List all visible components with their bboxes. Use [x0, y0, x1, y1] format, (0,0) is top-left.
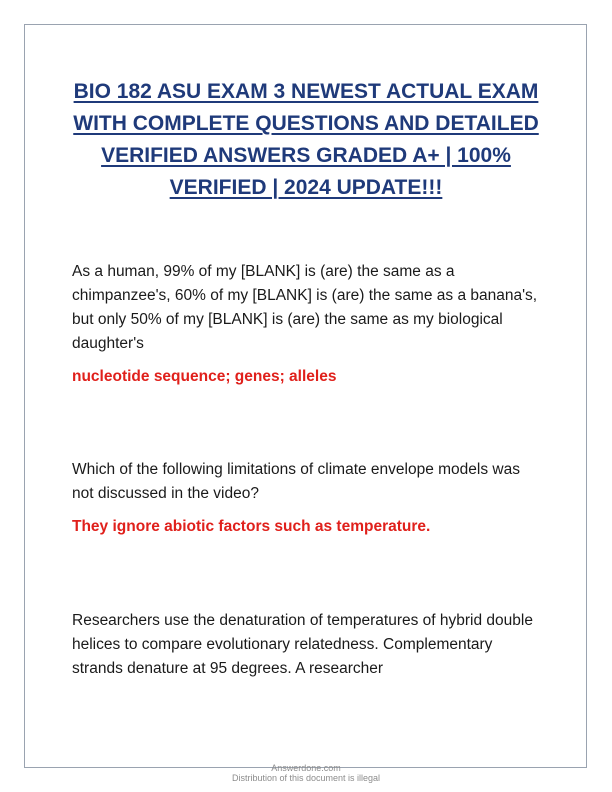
question-block: [72, 260, 542, 388]
question-block: [72, 609, 542, 681]
document-title: BIO 182 ASU EXAM 3 NEWEST ACTUAL EXAM WITH COMPLETE QUESTIONS AND DETAILED VERIFIED ANSWERS GRADED A+ | 100% VERIFIED | 2024 UPDATE!!!: [73, 80, 539, 199]
question-text: As a human, 99% of my [BLANK] is (are) the same as a chimpanzee's, 60% of my [BLANK] is (are) the same as a banana's, but only 50% of my [BLANK] is (are) the same as my biological daughter's: [72, 263, 538, 352]
question-block: [72, 458, 542, 538]
footer-notice: Distribution of this document is illegal: [231, 773, 381, 783]
question-text: Researchers use the denaturation of temperatures of hybrid double helices to compare evolutionary relatedness. Complementary strands denature at 95 degrees. A researcher: [72, 612, 533, 677]
answer-text: nucleotide sequence; genes; alleles: [72, 368, 337, 385]
footer-site: Answerdone.com: [271, 763, 341, 773]
question-text: Which of the following limitations of climate envelope models was not discussed in the video?: [72, 461, 520, 502]
answer-text: They ignore abiotic factors such as temperature.: [72, 518, 431, 535]
